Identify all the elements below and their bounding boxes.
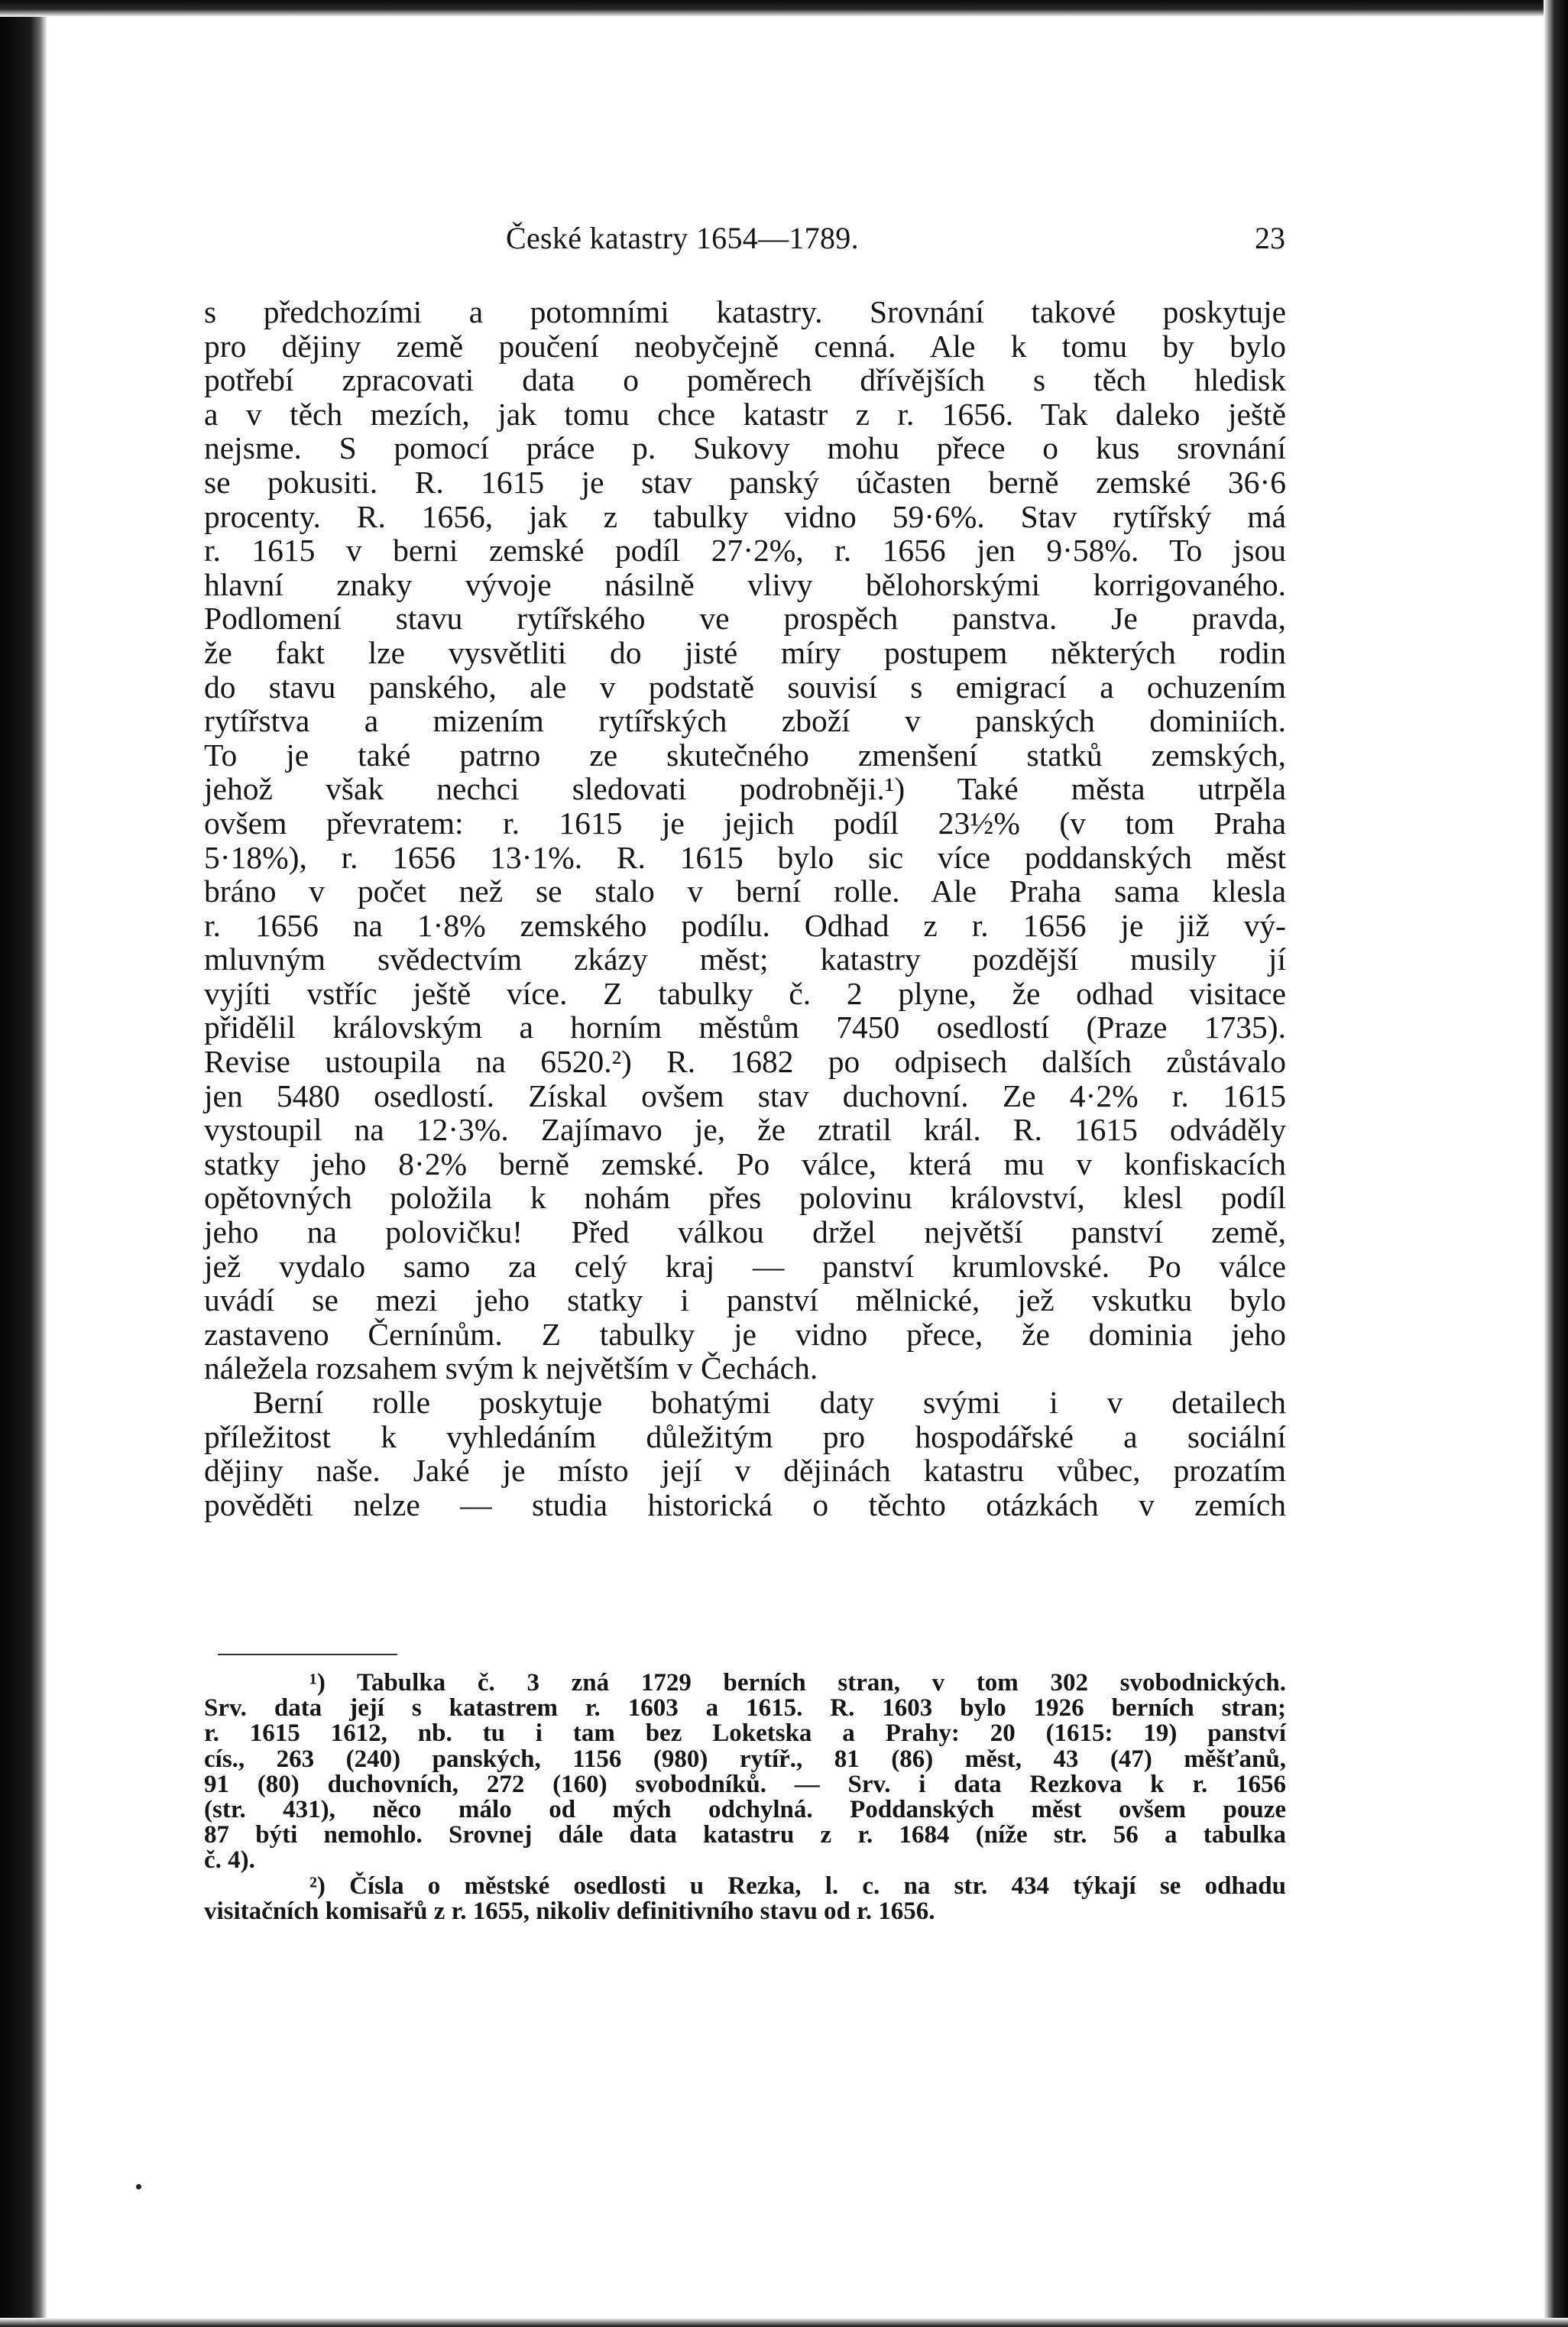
body-line: nejsme. S pomocí práce p. Sukovy mohu přece o kus srovnání bbox=[204, 430, 1286, 466]
body-line: jeho na polovičku! Před válkou držel největší panství země, bbox=[204, 1214, 1286, 1250]
body-text bbox=[204, 295, 1286, 1522]
body-line: potřebí zpracovati data o poměrech dřívějších s těch hledisk bbox=[204, 362, 1286, 398]
body-line: Podlomení stavu rytířského ve prospěch panstva. Je pravda, bbox=[204, 601, 1286, 637]
scan-edge-left bbox=[0, 0, 47, 2327]
scan-edge-right bbox=[1544, 0, 1568, 2327]
body-line: pověděti nelze — studia historická o těchto otázkách v zemích bbox=[204, 1486, 1286, 1522]
footnote-line: 91 (80) duchovních, 272 (160) svobodníků. — Srv. i data Rezkova k r. 1656 bbox=[204, 1770, 1286, 1798]
body-line: hlavní znaky vývoje násilně vlivy bělohorskými korrigovaného. bbox=[204, 566, 1286, 602]
page-number: 23 bbox=[1255, 221, 1285, 255]
body-line: jen 5480 osedlostí. Získal ovšem stav duchovní. Ze 4·2% r. 1615 bbox=[204, 1078, 1286, 1113]
footnote-line: Srv. data její s katastrem r. 1603 a 1615. R. 1603 bylo 1926 berních stran; bbox=[204, 1694, 1286, 1723]
footnote-line: ¹) Tabulka č. 3 zná 1729 berních stran, v tom 302 svobodnických. bbox=[309, 1669, 1286, 1697]
footnote-line: ²) Čísla o městské osedlosti u Rezka, l. c. na str. 434 týkají se odhadu bbox=[309, 1872, 1286, 1900]
body-line: vyjíti vstříc ještě více. Z tabulky č. 2 plyne, že odhad visitace bbox=[204, 975, 1286, 1011]
body-line: zastaveno Černínům. Z tabulky je vidno přece, že dominia jeho bbox=[204, 1316, 1286, 1352]
body-line: r. 1656 na 1·8% zemského podílu. Odhad z r. 1656 je již vý- bbox=[204, 907, 1286, 943]
body-line: a v těch mezích, jak tomu chce katastr z r. 1656. Tak daleko ještě bbox=[204, 396, 1286, 432]
running-head bbox=[506, 220, 1285, 266]
footnote-line: (str. 431), něco málo od mých odchylná. Poddanských měst ovšem pouze bbox=[204, 1795, 1286, 1823]
body-line: Revise ustoupila na 6520.²) R. 1682 po odpisech dalších zůstávalo bbox=[204, 1044, 1286, 1080]
body-line: že fakt lze vysvětliti do jisté míry postupem některých rodin bbox=[204, 634, 1286, 670]
running-title: České katastry 1654—1789. bbox=[506, 221, 859, 255]
body-line: statky jeho 8·2% berně zemské. Po válce, která mu v konfiskacích bbox=[204, 1146, 1286, 1181]
footnote-line: č. 4). bbox=[204, 1846, 255, 1875]
body-line: přidělil královským a horním městům 7450 osedlostí (Praze 1735). bbox=[204, 1010, 1286, 1045]
body-line: se pokusiti. R. 1615 je stav panský účasten berně zemské 36·6 bbox=[204, 464, 1286, 500]
footnotes bbox=[204, 1671, 1286, 1924]
footnote-line: r. 1615 1612, nb. tu i tam bez Loketska a Prahy: 20 (1615: 19) panství bbox=[204, 1719, 1286, 1748]
body-line: náležela rozsahem svým k největším v Čechách. bbox=[204, 1350, 818, 1386]
body-line: rytířstva a mizením rytířských zboží v panských dominiích. bbox=[204, 703, 1286, 739]
scan-edge-bottom bbox=[0, 2318, 1568, 2327]
body-line: vystoupil na 12·3%. Zajímavo je, že ztratil král. R. 1615 odváděly bbox=[204, 1112, 1286, 1148]
body-line: 5·18%), r. 1656 13·1%. R. 1615 bylo sic více poddanských měst bbox=[204, 839, 1286, 875]
body-line: jež vydalo samo za celý kraj — panství krumlovské. Po válce bbox=[204, 1248, 1286, 1284]
body-line: dějiny naše. Jaké je místo její v dějinách katastru vůbec, prozatím bbox=[204, 1453, 1286, 1489]
body-line: r. 1615 v berni zemské podíl 27·2%, r. 1656 jen 9·58%. To jsou bbox=[204, 533, 1286, 569]
body-line: ovšem převratem: r. 1615 je jejich podíl 23½% (v tom Praha bbox=[204, 805, 1286, 841]
body-line: procenty. R. 1656, jak z tabulky vidno 59·6%. Stav rytířský má bbox=[204, 498, 1286, 534]
body-line: jehož však nechci sledovati podrobněji.¹) Také města utrpěla bbox=[204, 771, 1286, 807]
body-line: pro dějiny země poučení neobyčejně cenná. Ale k tomu by bylo bbox=[204, 328, 1286, 364]
footnote-line: visitačních komisařů z r. 1655, nikoliv definitivního stavu od r. 1656. bbox=[204, 1897, 935, 1925]
body-line: příležitost k vyhledáním důležitým pro hospodářské a sociální bbox=[204, 1418, 1286, 1454]
scan-edge-top bbox=[0, 0, 1568, 17]
body-line: opětovných položila k nohám přes polovinu království, klesl podíl bbox=[204, 1180, 1286, 1216]
body-line: do stavu panského, ale v podstatě souvisí s emigrací a ochuzením bbox=[204, 669, 1286, 705]
body-line: s předchozími a potomními katastry. Srovnání takové poskytuje bbox=[204, 294, 1286, 329]
body-line: Berní rolle poskytuje bohatými daty svými i v detailech bbox=[253, 1385, 1286, 1420]
body-line: To je také patrno ze skutečného zmenšení statků zemských, bbox=[204, 737, 1286, 773]
footnote-divider bbox=[218, 1654, 397, 1655]
body-line: bráno v počet než se stalo v berní rolle. Ale Praha sama klesla bbox=[204, 873, 1286, 909]
footnote-line: cís., 263 (240) panských, 1156 (980) rytíř., 81 (86) měst, 43 (47) měšťanů, bbox=[204, 1745, 1286, 1773]
footnote-line: 87 býti nemohlo. Srovnej dále data katastru z r. 1684 (níže str. 56 a tabulka bbox=[204, 1821, 1286, 1849]
body-line: mluvným svědectvím zkázy měst; katastry pozdější musily jí bbox=[204, 941, 1286, 977]
scan-speck bbox=[136, 2184, 141, 2189]
body-line: uvádí se mezi jeho statky i panství mělnické, jež vskutku bylo bbox=[204, 1282, 1286, 1318]
